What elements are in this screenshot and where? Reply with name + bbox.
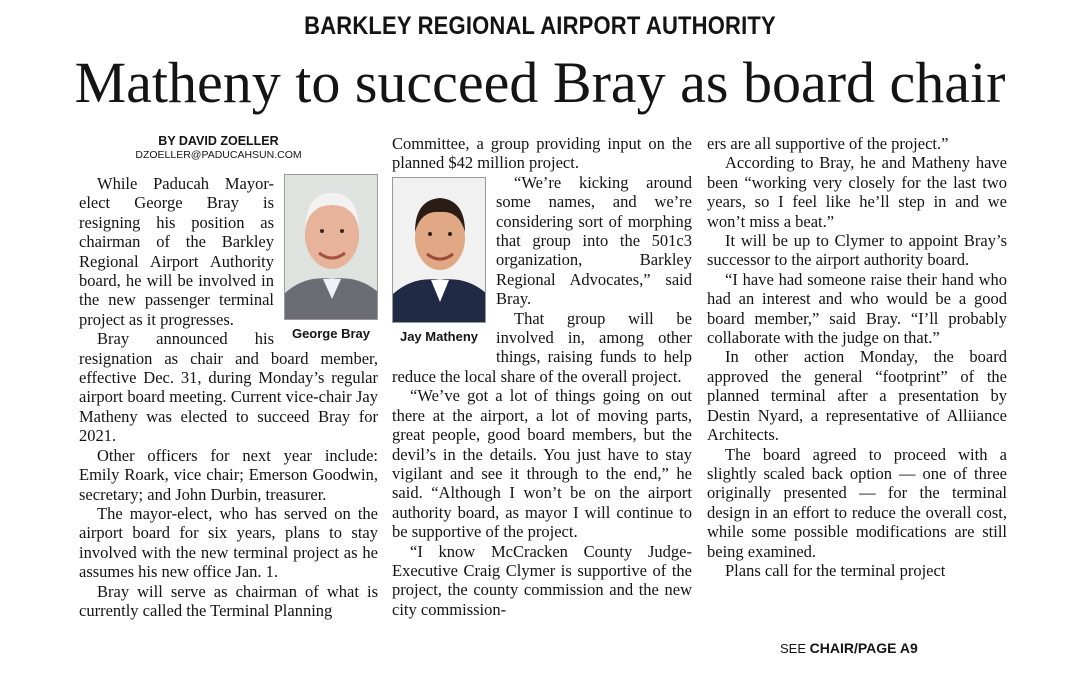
paragraph: Other officers for next year include: Emily Roark, vice chair; Emerson Goodwin, secretary; and John Durbin, treasurer. xyxy=(79,445,378,504)
paragraph: Bray will serve as chairman of what is currently called the Terminal Planning xyxy=(79,581,378,620)
jump-target-link[interactable]: CHAIR/PAGE A9 xyxy=(809,640,918,656)
paragraph: “We’ve got a lot of things going on out there at the airport, a lot of moving parts, great people, good board members, but the devil’s in the details. You just have to stay vigilant and see it through to the end,” he said. “Although I won’t be on the airport authority board, as mayor I will continue to be supportive of the project. xyxy=(392,386,692,542)
photo-caption-bray: George Bray xyxy=(291,326,371,341)
paragraph: “I have had someone raise their hand who had an interest and who would be a good board member,” said Bray. “I’ll probably collaborate with the judge on that.” xyxy=(707,269,1007,348)
byline: BY DAVID ZOELLER xyxy=(158,134,279,148)
paragraph: In other action Monday, the board approved the general “footprint” of the planned terminal after a presentation by Destin Nyard, a representative of Alliiance Architects. xyxy=(707,347,1007,445)
photo-caption-matheny: Jay Matheny xyxy=(399,328,479,344)
column-3 xyxy=(707,134,1007,580)
photo-george-bray xyxy=(284,174,378,342)
paragraph: While Paducah Mayor-elect George Bray is resigning his position as chairman of the Barkley Regional Airport Authority board, he will be involved in the new passenger terminal project as it progresses. xyxy=(79,174,274,329)
paragraph: The board agreed to proceed with a slightly scaled back option — one of three originally presented — for the terminal design in an effort to reduce the overall cost, while some possible modifications are still being examined. xyxy=(707,444,1007,561)
section-kicker: BARKLEY REGIONAL AIRPORT AUTHORITY xyxy=(304,12,776,40)
jay-matheny-portrait xyxy=(392,177,486,323)
column-2 xyxy=(392,134,692,619)
paragraph: Committee, a group providing input on the planned $42 million project. xyxy=(392,134,692,173)
paragraph: It will be up to Clymer to appoint Bray’s successor to the airport authority board. xyxy=(707,231,1007,270)
paragraph: “We’re kicking around some names, and we’re considering sort of morphing that group into the 501c3 organization, Barkley Regional Advocates,” said Bray. xyxy=(496,172,692,309)
paragraph: ers are all supportive of the project.” xyxy=(707,134,949,153)
jump-prefix: SEE xyxy=(780,641,807,656)
paragraph: Bray announced his resignation as chair and board member, effective Dec. 31, during Monday’s regular airport board meeting. Current vice-chair Jay Matheny was elected to succeed Bray for 2021. xyxy=(79,329,378,446)
headline: Matheny to succeed Bray as board chair xyxy=(74,50,1006,115)
jump-line[interactable] xyxy=(780,640,918,656)
george-bray-portrait xyxy=(284,174,378,320)
paragraph: Plans call for the terminal project xyxy=(725,560,946,580)
paragraph: According to Bray, he and Matheny have been “working very closely for the last two years, so I feel like he’ll step in and we won’t miss a beat.” xyxy=(707,153,1007,231)
byline-email: DZOELLER@PADUCAHSUN.COM xyxy=(135,149,302,161)
column-1 xyxy=(79,134,378,620)
paragraph: The mayor-elect, who has served on the airport board for six years, plans to stay involved with the new terminal project as he assumes his new office Jan. 1. xyxy=(79,503,378,582)
paragraph: “I know McCracken County Judge-Executive Craig Clymer is supportive of the project, the county commission and the new city commission- xyxy=(392,541,692,619)
paragraph: That group will be involved in, among other things, raising funds to help reduce the local share of the overall project. xyxy=(392,308,692,386)
